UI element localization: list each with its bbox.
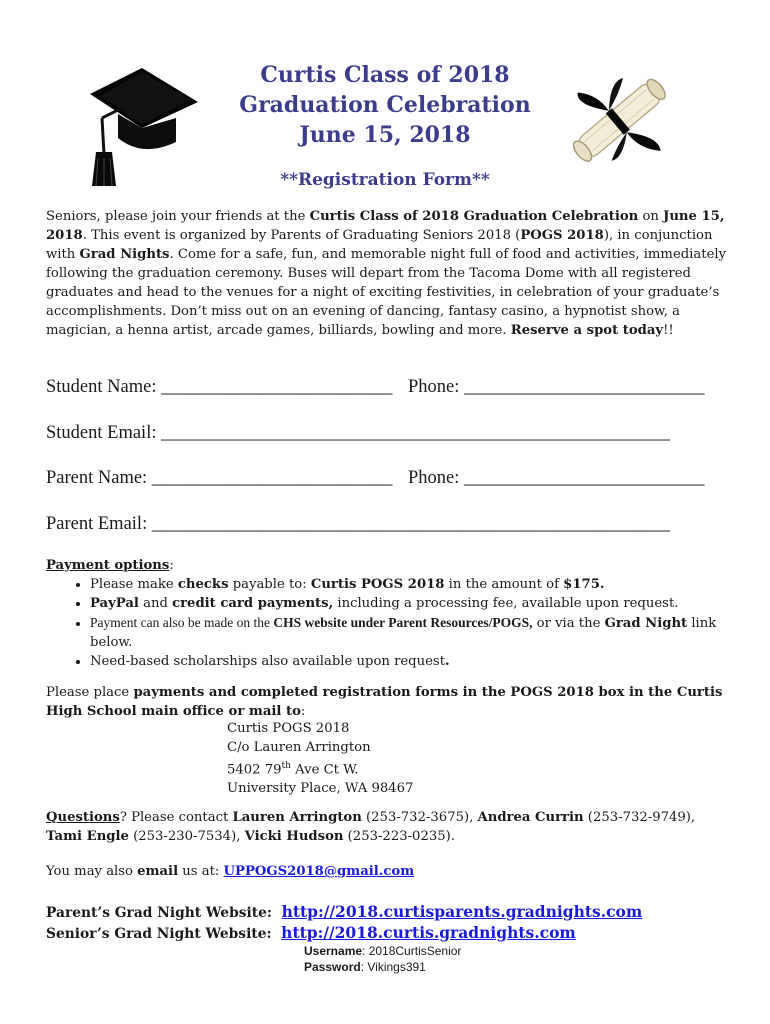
questions-contacts: Questions? Please contact Lauren Arrington (253-732-3675), Andrea Currin (253-732-9749), Tami Engle (253-230-7534), Vicki Hudson (253-223-0235). [46,810,738,844]
mail-text-bold: payments and completed registration forms in the POGS 2018 box in the Curtis High School main office or mail to [46,685,723,719]
title-line-2: Graduation Celebration [239,92,531,118]
mailing-address [227,719,413,798]
intro-text: !! [663,323,674,338]
graduation-cap-icon [80,62,205,187]
mail-text: Please place [46,685,134,700]
payment-heading: Payment options [46,558,170,573]
page-title [200,60,570,150]
list-item: • Need-based scholarships also available upon request. [90,652,726,671]
student-email-field[interactable]: Student Email: _______________________________________________________ [46,423,670,443]
payment-list [46,575,726,671]
username-label: Username [304,944,363,958]
intro-text: Seniors, please join your friends at the [46,209,310,224]
password-line [304,960,426,974]
senior-website-label: Senior’s Grad Night Website: [46,926,282,942]
list-item: • Payment can also be made on the CHS website under Parent Resources/POGS, or via the Grad Night link below. [90,613,726,652]
email-link[interactable]: UPPOGS2018@gmail.com [223,864,415,879]
list-item: • PayPal and credit card payments, including a processing fee, available upon request. [90,594,726,613]
password-value: : Vikings391 [360,960,426,974]
student-name-field[interactable]: Student Name: _________________________ [46,377,393,397]
intro-event-name: Curtis Class of 2018 Graduation Celebration [309,209,639,224]
senior-website [46,923,576,942]
payment-heading-colon: : [169,558,174,573]
intro-paragraph [46,207,736,340]
intro-event-date: June 15, 2018 [46,209,725,243]
payment-options [46,556,726,671]
intro-pogs: POGS 2018 [520,228,604,243]
parent-website-label: Parent’s Grad Night Website: [46,905,282,921]
student-phone-field[interactable]: Phone: __________________________ [408,377,705,397]
diploma-scroll-icon [560,66,680,176]
mail-instructions [46,683,726,721]
parent-website-link[interactable]: http://2018.curtisparents.gradnights.com [281,902,643,921]
list-item: • Please make checks payable to: Curtis POGS 2018 in the amount of $175. [90,575,726,594]
intro-text: . Come for a safe, fun, and memorable night full of food and activities, immediately following the graduation ceremony. Buses will depart from the Tacoma Dome with all registered graduates and head to the venues for a night of exciting festivities, in celebration of your graduate’s accomplishments. Don’t miss out on an evening of dancing, fantasy casino, a hypnotist show, a magician, a henna artist, arcade games, billiards, bowling and more. [46,247,727,338]
address-line: University Place, WA 98467 [227,781,414,797]
username-value: : 2018CurtisSenior [362,944,462,958]
password-label: Password [304,960,361,974]
intro-text: . This event is organized by Parents of Graduating Seniors 2018 ( [82,228,521,243]
mail-text: : [300,704,306,719]
address-line: 5402 79th Ave Ct W. [227,761,359,778]
intro-text: on [638,209,664,224]
email-contact: You may also email us at: UPPOGS2018@gmail.com [46,864,415,879]
questions-heading: Questions [46,810,120,825]
parent-phone-field[interactable]: Phone: __________________________ [408,468,705,488]
intro-reserve: Reserve a spot today [510,323,664,338]
username-line [304,944,461,958]
title-line-1: Curtis Class of 2018 [260,62,510,88]
intro-grad-nights: Grad Nights [79,247,170,262]
senior-website-link[interactable]: http://2018.curtis.gradnights.com [281,923,576,942]
address-line: Curtis POGS 2018 [227,721,350,736]
parent-name-field[interactable]: Parent Name: __________________________ [46,468,393,488]
title-line-3: June 15, 2018 [299,122,471,148]
parent-email-field[interactable]: Parent Email: ________________________________________________________ [46,514,670,534]
intro-text: ), in conjunction with [46,228,713,262]
form-subtitle: **Registration Form** [280,170,490,190]
address-line: C/o Lauren Arrington [227,740,371,755]
parent-website [46,902,642,921]
